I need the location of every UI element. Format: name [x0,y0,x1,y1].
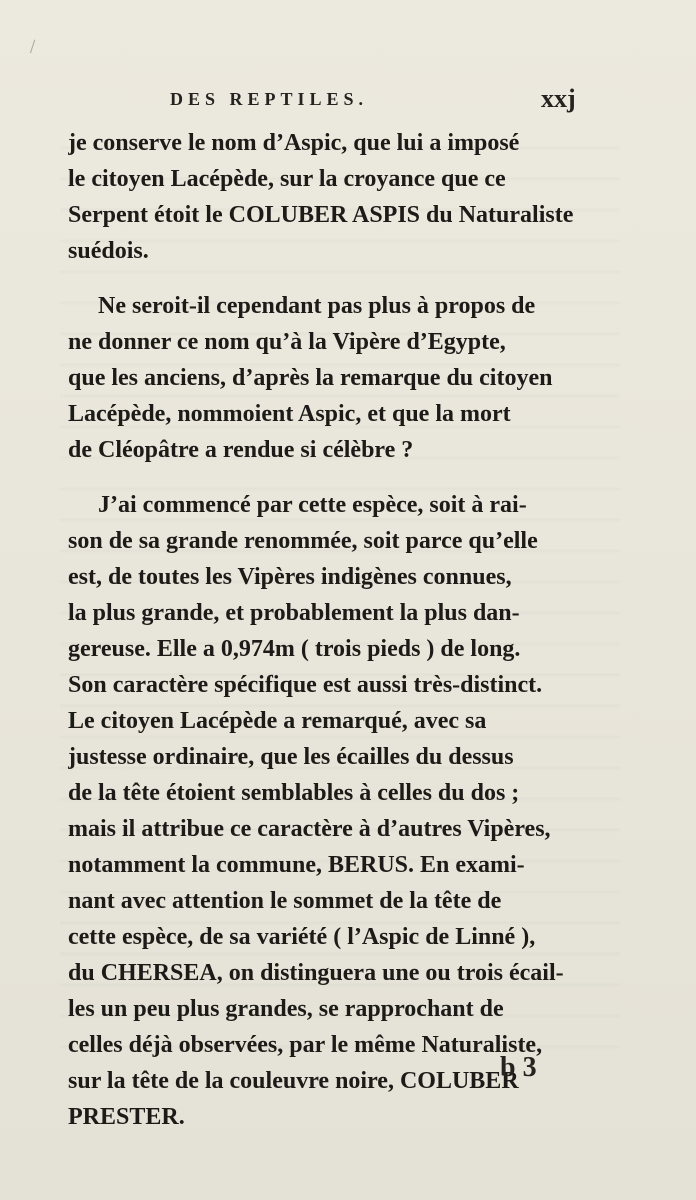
text-line: J’ai commencé par cette espèce, soit à rai- [98,492,527,518]
text-line: est, de toutes les Vipères indigènes connues, [68,564,512,590]
text-line: suédois. [68,238,149,264]
text-line: le citoyen Lacépède, sur la croyance que ce [68,166,506,192]
body-text [68,125,599,1135]
page-number: xxj [541,84,576,113]
text-line: celles déjà observées, par le même Naturaliste, [68,1032,543,1058]
text-line: gereuse. Elle a 0,974m ( trois pieds ) de long. [68,636,521,662]
text-line: ne donner ce nom qu’à la Vipère d’Egypte, [68,329,506,355]
running-head: DES REPTILES. [170,89,369,109]
text-line: nant avec attention le sommet de la tête de [68,888,502,914]
text-line: Serpent étoit le COLUBER ASPIS du Naturaliste [68,202,574,228]
text-line: sur la tête de la couleuvre noire, COLUBER [68,1068,519,1094]
text-line: du CHERSEA, on distinguera une ou trois écail- [68,960,564,986]
text-line: Ne seroit-il cependant pas plus à propos de [98,293,536,319]
text-line: mais il attribue ce caractère à d’autres Vipères, [68,816,551,842]
text-line: son de sa grande renommée, soit parce qu’elle [68,528,538,554]
paragraph-gap [68,468,599,487]
paragraph-gap [68,269,599,288]
text-line: Lacépède, nommoient Aspic, et que la mort [68,401,511,427]
text-line: justesse ordinaire, que les écailles du dessus [68,744,514,770]
text-line: je conserve le nom d’Aspic, que lui a imposé [68,130,520,156]
text-line: notamment la commune, BERUS. En exami- [68,852,525,878]
text-line: de la tête étoient semblables à celles du dos ; [68,780,520,806]
text-line: Son caractère spécifique est aussi très-distinct. [68,672,543,698]
ink-mark [30,40,39,55]
text-line: PRESTER. [68,1104,185,1130]
text-line: que les anciens, d’après la remarque du citoyen [68,365,553,391]
text-line: Le citoyen Lacépède a remarqué, avec sa [68,708,487,734]
text-line: de Cléopâtre a rendue si célèbre ? [68,437,414,463]
text-line: la plus grande, et probablement la plus dan- [68,600,520,626]
signature-mark: b 3 [500,1052,537,1083]
text-line: cette espèce, de sa variété ( l’Aspic de Linné ), [68,924,536,950]
text-line: les un peu plus grandes, se rapprochant de [68,996,504,1022]
